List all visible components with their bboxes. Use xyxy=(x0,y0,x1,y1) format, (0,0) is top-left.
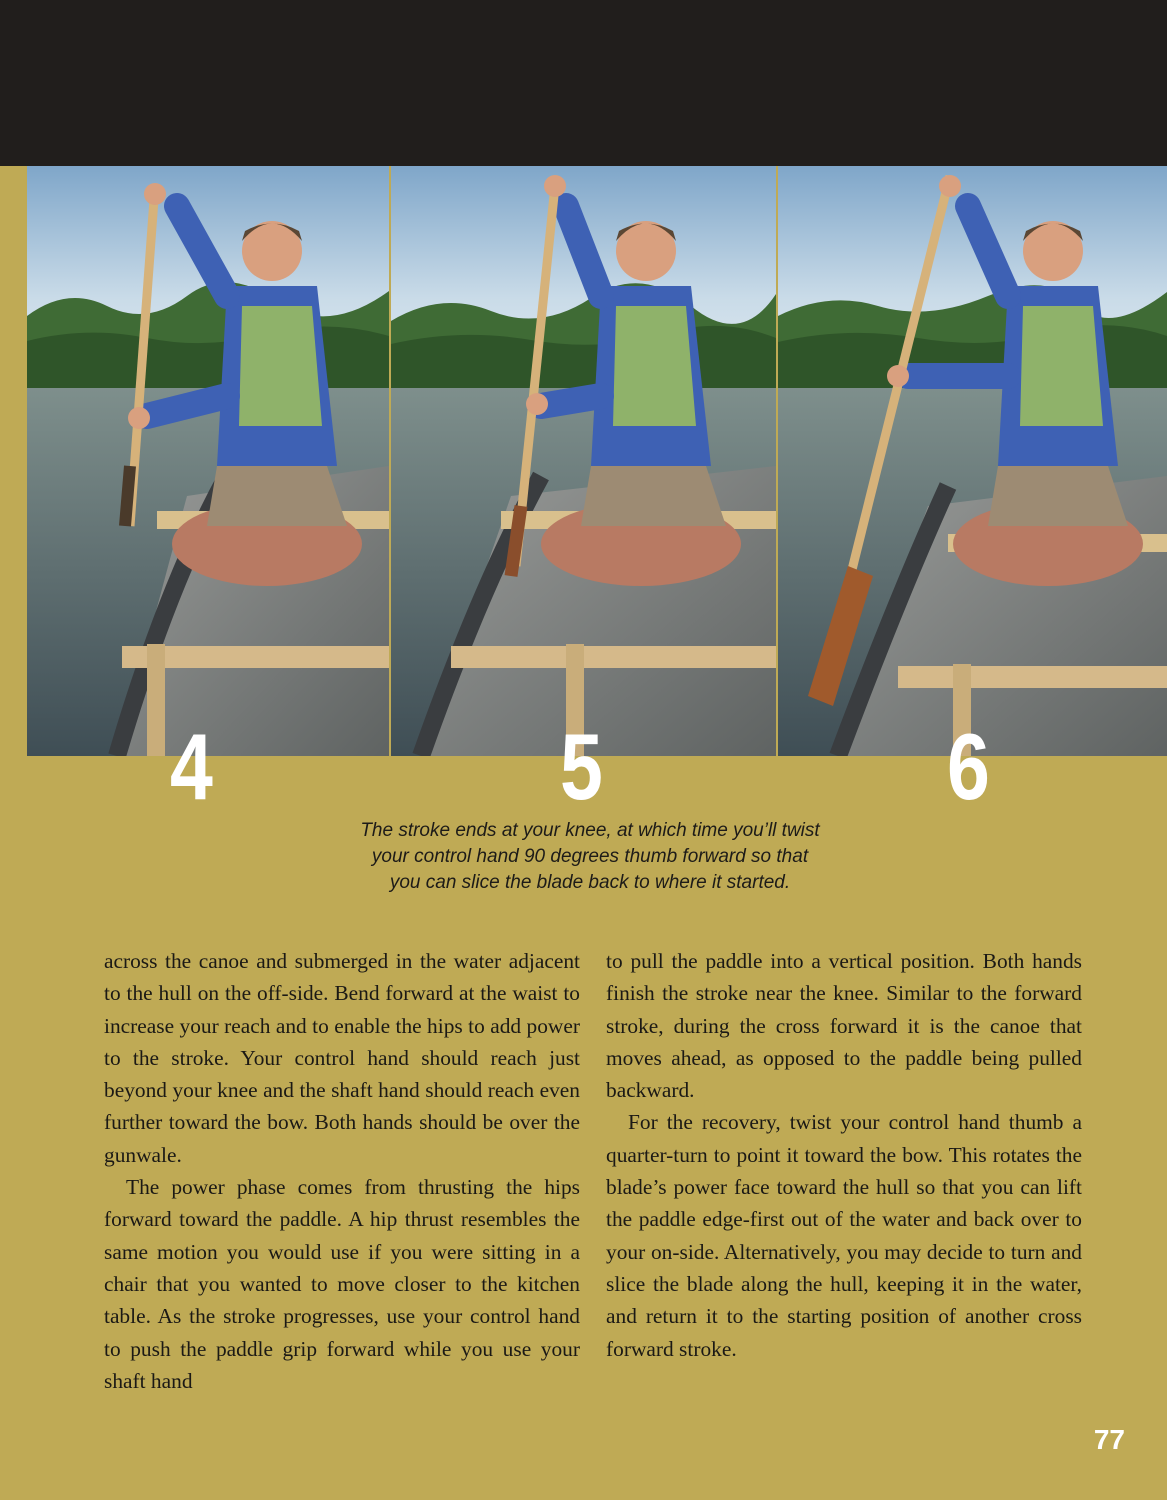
step-number-6: 6 xyxy=(947,714,990,819)
body-text-left-column xyxy=(104,945,580,1397)
paragraph: The power phase comes from thrusting the hips forward toward the paddle. A hip thrust resembles the same motion you would use if you were sitting in a chair that you wanted to move closer to the kitchen table. As the stroke progresses, use your control hand to push the paddle grip forward while you use your shaft hand xyxy=(104,1175,580,1393)
step-number-4: 4 xyxy=(170,714,213,819)
caption-line: you can slice the blade back to where it started. xyxy=(389,872,791,893)
photo-step-4 xyxy=(27,166,389,756)
page-number: 77 xyxy=(1093,1424,1125,1455)
paragraph: to pull the paddle into a vertical position. Both hands finish the stroke near the knee. Similar to the forward stroke, during the cross forward it is the canoe that moves ahead, as opposed to the paddle being pulled backward. xyxy=(606,949,1082,1103)
paragraph: For the recovery, twist your control hand thumb a quarter-turn to point it toward the bow. This rotates the blade’s power face toward the hull so that you can lift the paddle edge-first out of the water and back over to your on-side. Alternatively, you may decide to turn and slice the blade along the hull, keeping it in the water, and return it to the starting position of another cross forward stroke. xyxy=(606,1110,1082,1361)
photo-step-5 xyxy=(391,166,776,756)
photo-caption xyxy=(290,818,890,896)
body-text-right-column xyxy=(606,945,1082,1365)
caption-line: The stroke ends at your knee, at which time you’ll twist xyxy=(360,820,820,841)
caption-line: your control hand 90 degrees thumb forward so that xyxy=(371,846,809,867)
photo-step-6 xyxy=(778,166,1167,756)
photo-strip xyxy=(0,166,1167,758)
step-number-5: 5 xyxy=(560,714,603,819)
top-dark-band xyxy=(0,0,1167,166)
paragraph: across the canoe and submerged in the water adjacent to the hull on the off-side. Bend forward at the waist to increase your reach and to enable the hips to add power to the stroke. Your control hand should reach just beyond your knee and the shaft hand should reach even further toward the bow. Both hands should be over the gunwale. xyxy=(104,949,580,1167)
